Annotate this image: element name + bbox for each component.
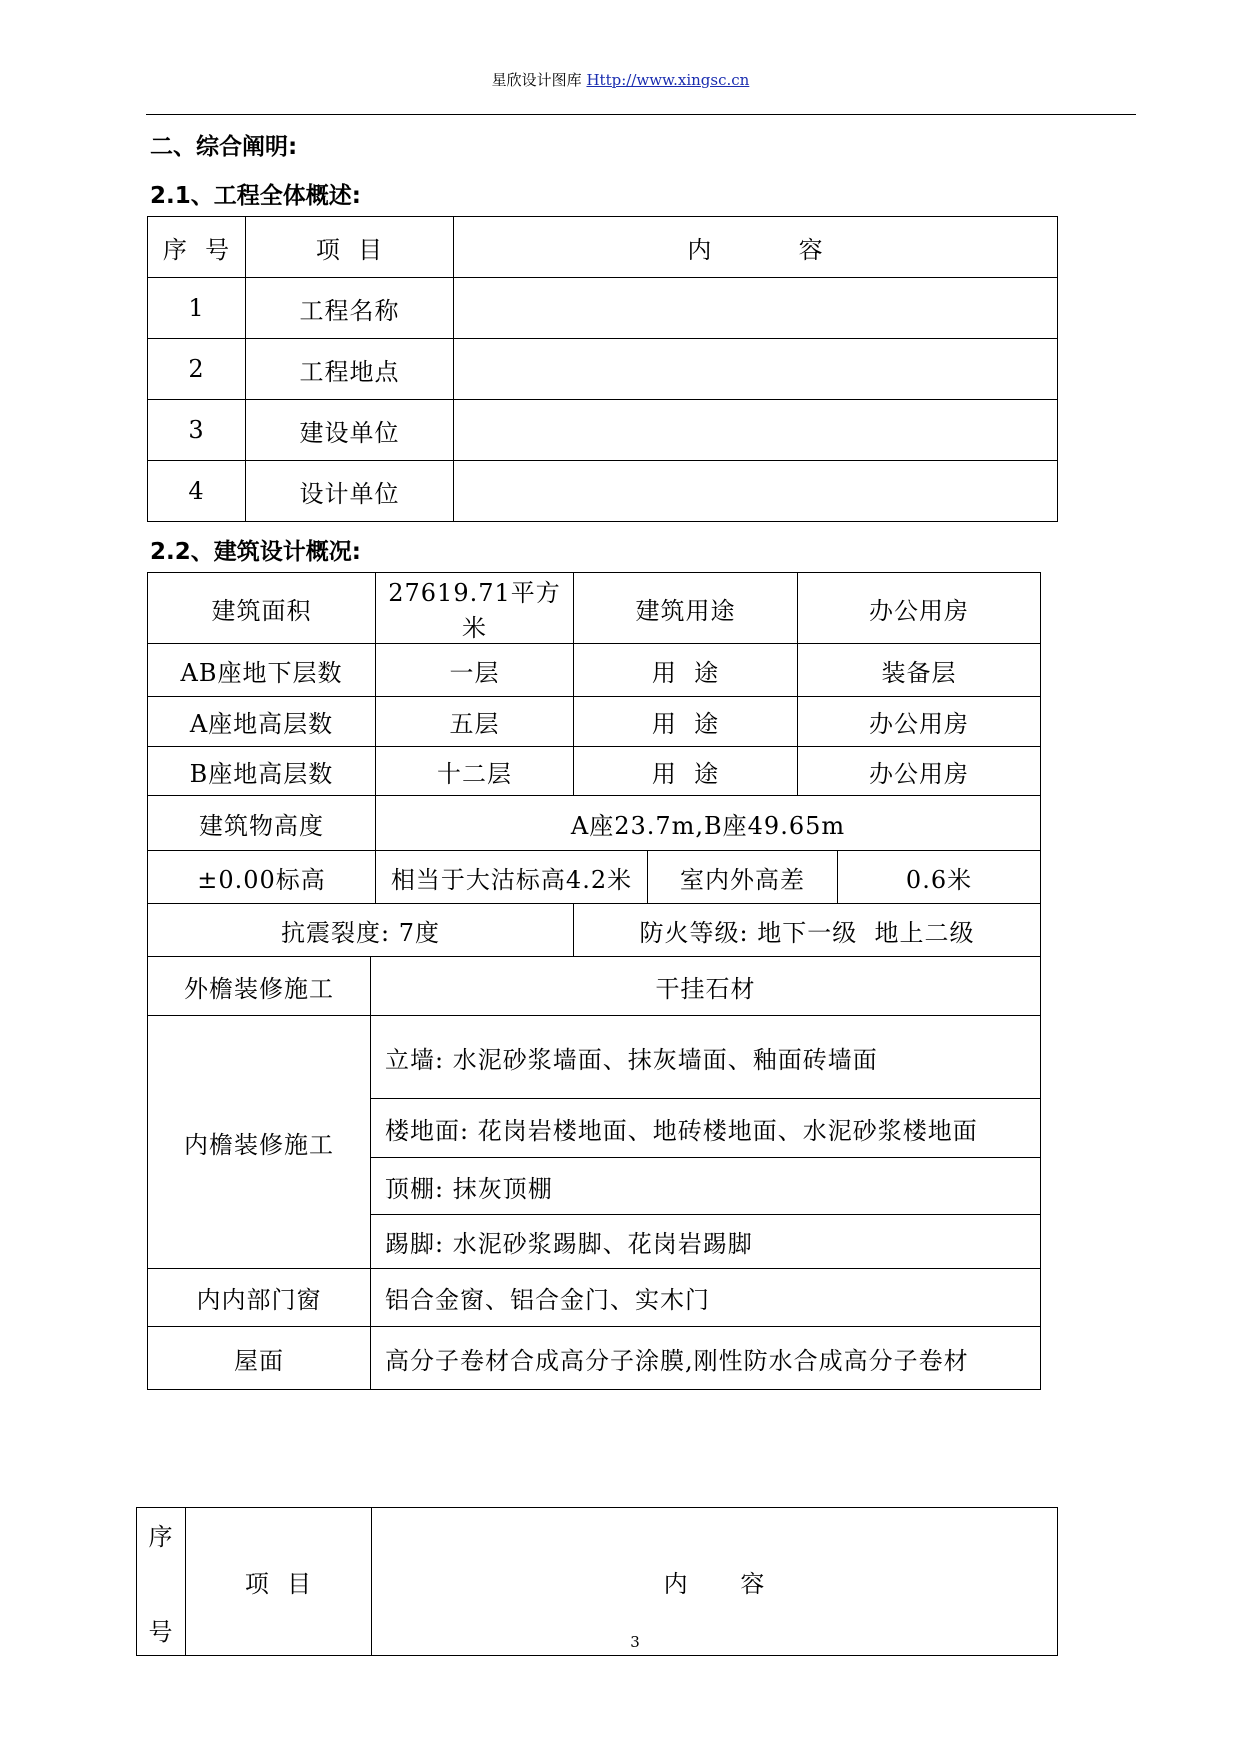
col-header-no-bottom: 号	[148, 1617, 174, 1646]
use-value: 办公用房	[798, 573, 1041, 644]
table-row	[148, 1269, 1041, 1327]
exterior-value: 干挂石材	[371, 957, 1041, 1016]
b-floors-use-label: 用 途	[574, 747, 798, 796]
col-header-no	[137, 1508, 186, 1656]
doors-label: 内内部门窗	[148, 1269, 371, 1327]
section-2-1-title: 2.1、工程全体概述:	[150, 183, 361, 209]
col-header-content: 内 容	[372, 1508, 1058, 1656]
a-floors-label: A座地高层数	[148, 697, 376, 747]
table-row	[148, 644, 1041, 697]
table-row	[148, 278, 1058, 339]
elevation-value: 相当于大沽标高4.2米	[376, 851, 648, 904]
header-site-name: 星欣设计图库	[491, 71, 582, 89]
roof-value: 高分子卷材合成高分子涂膜,刚性防水合成高分子卷材	[371, 1327, 1041, 1390]
col-header-item: 项 目	[246, 217, 454, 278]
bottom-table	[136, 1507, 1058, 1656]
interior-label: 内檐装修施工	[148, 1016, 371, 1269]
doors-value: 铝合金窗、铝合金门、实木门	[371, 1269, 1041, 1327]
row-item: 建设单位	[246, 400, 454, 461]
col-header-no: 序 号	[148, 217, 246, 278]
a-floors-use-value: 办公用房	[798, 697, 1041, 747]
indoor-diff-value: 0.6米	[838, 851, 1041, 904]
row-no: 4	[148, 461, 246, 522]
col-header-content: 内 容	[454, 217, 1058, 278]
table-row	[148, 957, 1041, 1016]
row-item: 工程名称	[246, 278, 454, 339]
section-title: 二、综合阐明:	[150, 134, 298, 160]
a-floors-value: 五层	[376, 697, 574, 747]
row-item: 工程地点	[246, 339, 454, 400]
row-content	[454, 461, 1058, 522]
b-floors-label: B座地高层数	[148, 747, 376, 796]
exterior-label: 外檐装修施工	[148, 957, 371, 1016]
ab-basement-use-value: 装备层	[798, 644, 1041, 697]
col-header-item: 项 目	[186, 1508, 372, 1656]
header-divider	[146, 114, 1136, 115]
page-number: 3	[630, 1633, 640, 1651]
interior-item-wall: 立墙: 水泥砂浆墙面、抹灰墙面、釉面砖墙面	[371, 1016, 1041, 1099]
roof-label: 屋面	[148, 1327, 371, 1390]
ab-basement-value: 一层	[376, 644, 574, 697]
row-content	[454, 278, 1058, 339]
project-overview-table	[147, 216, 1058, 522]
building-design-table	[147, 572, 1041, 1390]
interior-item-ceiling: 顶棚: 抹灰顶棚	[371, 1158, 1041, 1215]
fire-grade: 防火等级: 地下一级 地上二级	[574, 904, 1041, 957]
ab-basement-label: AB座地下层数	[148, 644, 376, 697]
indoor-diff-label: 室内外高差	[648, 851, 838, 904]
row-no: 1	[148, 278, 246, 339]
seismic-grade: 抗震裂度: 7度	[148, 904, 574, 957]
section-2-2-title: 2.2、建筑设计概况:	[150, 539, 361, 565]
area-label: 建筑面积	[148, 573, 376, 644]
interior-item-skirting: 踢脚: 水泥砂浆踢脚、花岗岩踢脚	[371, 1215, 1041, 1269]
row-item: 设计单位	[246, 461, 454, 522]
b-floors-value: 十二层	[376, 747, 574, 796]
table-row	[148, 796, 1041, 851]
height-value: A座23.7m,B座49.65m	[376, 796, 1041, 851]
row-content	[454, 400, 1058, 461]
table-row	[148, 747, 1041, 796]
page-header	[0, 73, 1241, 88]
header-url-link[interactable]: Http://www.xingsc.cn	[586, 71, 750, 89]
table-row	[148, 573, 1041, 644]
elevation-label: ±0.00标高	[148, 851, 376, 904]
table-row	[148, 339, 1058, 400]
b-floors-use-value: 办公用房	[798, 747, 1041, 796]
table-row	[148, 1016, 1041, 1099]
row-content	[454, 339, 1058, 400]
table-header-row	[148, 217, 1058, 278]
table-row	[148, 400, 1058, 461]
table-row	[148, 697, 1041, 747]
table-row	[148, 904, 1041, 957]
table-row	[148, 461, 1058, 522]
ab-basement-use-label: 用 途	[574, 644, 798, 697]
a-floors-use-label: 用 途	[574, 697, 798, 747]
area-value: 27619.71平方米	[376, 573, 574, 644]
table-header-row	[137, 1508, 1058, 1656]
height-label: 建筑物高度	[148, 796, 376, 851]
row-no: 3	[148, 400, 246, 461]
use-label: 建筑用途	[574, 573, 798, 644]
interior-item-floor: 楼地面: 花岗岩楼地面、地砖楼地面、水泥砂浆楼地面	[371, 1099, 1041, 1158]
table-row	[148, 851, 1041, 904]
row-no: 2	[148, 339, 246, 400]
table-row	[148, 1327, 1041, 1390]
col-header-no-top: 序	[148, 1522, 174, 1551]
